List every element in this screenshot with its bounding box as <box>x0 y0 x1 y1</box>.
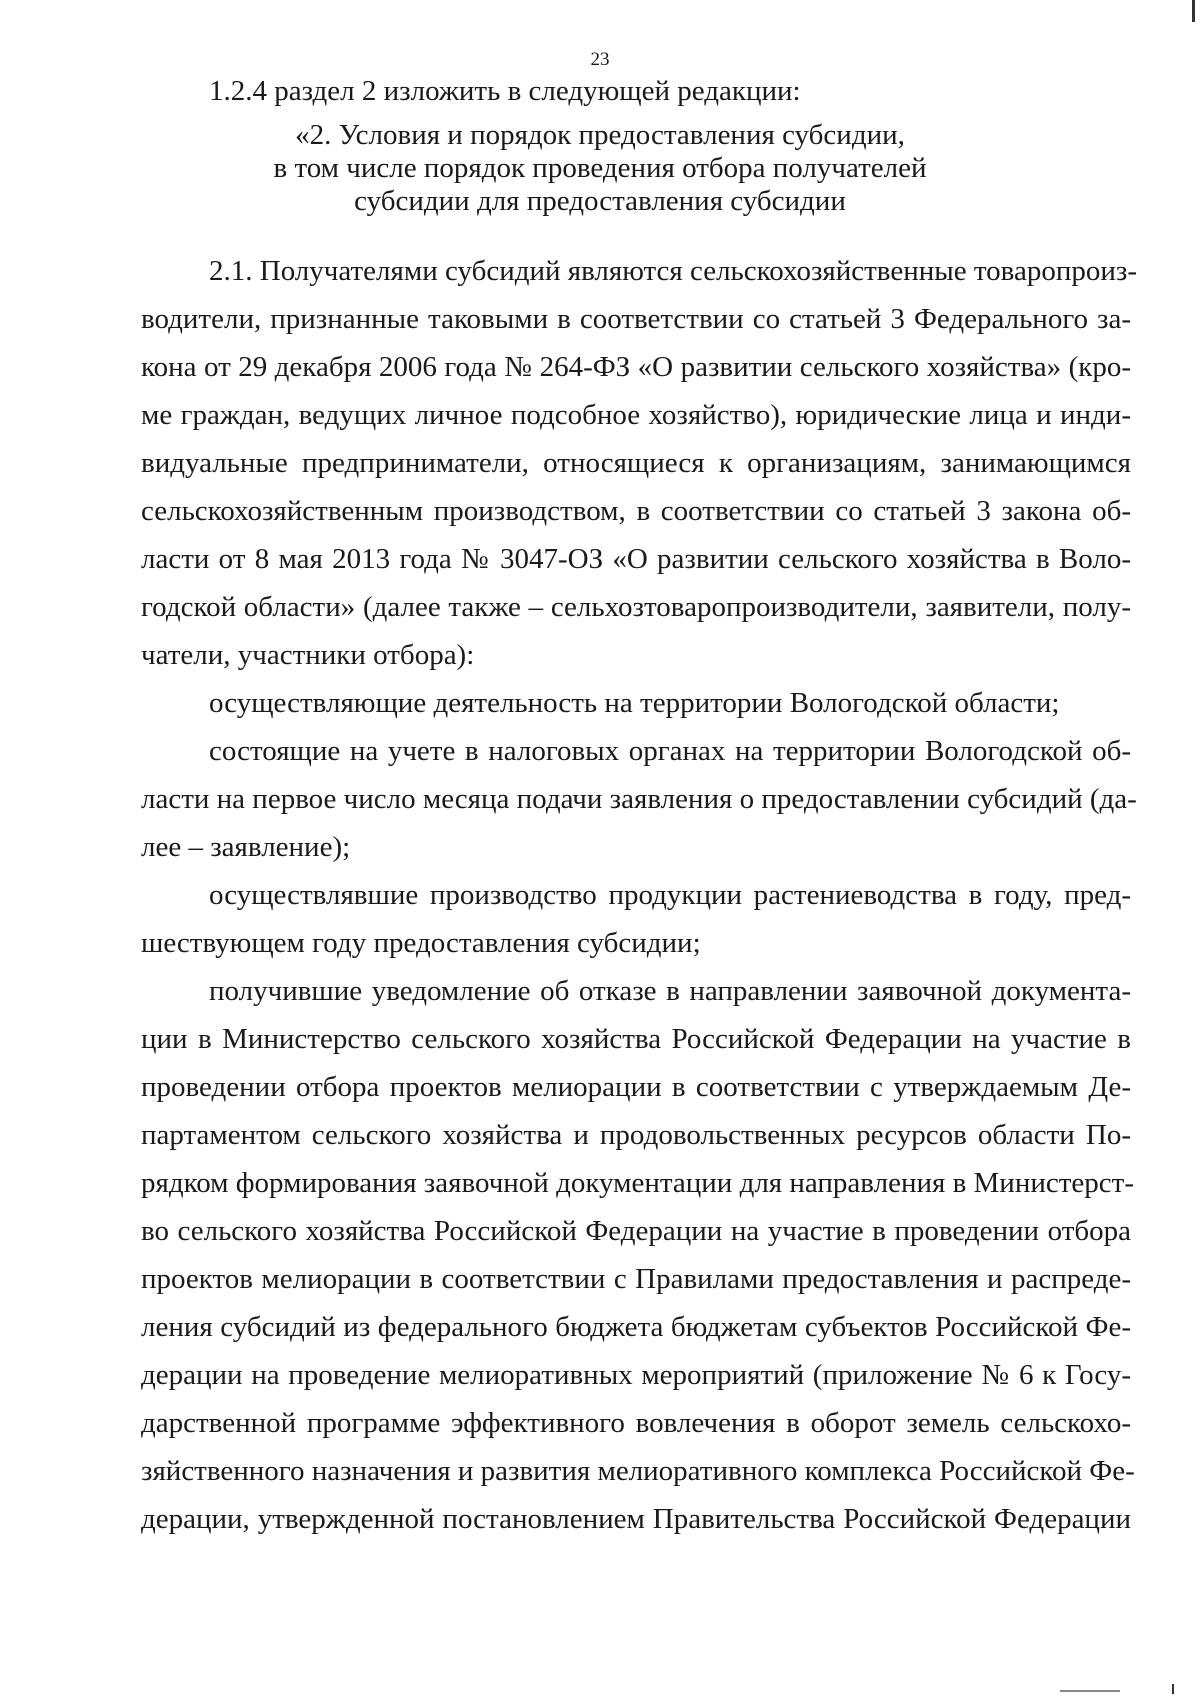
body-line: видуальные предприниматели, относящиеся к организациям, занимающимся <box>141 447 1131 479</box>
body-line: дерации, утвержденной постановлением Правительства Российской Федерации <box>141 1503 1131 1535</box>
body-line: дерации на проведение мелиоративных мероприятий (приложение № 6 к Госу- <box>141 1359 1131 1391</box>
scan-edge-mark <box>1192 0 1195 22</box>
section-heading-line: «2. Условия и порядок предоставления субсидии, <box>295 119 905 151</box>
body-line: 2.1. Получателями субсидий являются сельскохозяйственные товаропроиз- <box>209 255 1137 287</box>
body-line: ции в Министерство сельского хозяйства Российской Федерации на участие в <box>141 1023 1131 1055</box>
body-line: партаментом сельского хозяйства и продовольственных ресурсов области По- <box>141 1119 1131 1151</box>
body-line: сельскохозяйственным производством, в соответствии со статьей 3 закона об- <box>141 495 1131 527</box>
body-line: получившие уведомление об отказе в направлении заявочной документа- <box>209 975 1131 1007</box>
page-number: 23 <box>590 49 610 70</box>
body-line: ласти от 8 мая 2013 года № 3047-ОЗ «О развитии сельского хозяйства в Воло- <box>141 543 1131 575</box>
body-line: ме граждан, ведущих личное подсобное хозяйство), юридические лица и инди- <box>141 399 1131 431</box>
body-line: проектов мелиорации в соответствии с Правилами предоставления и распреде- <box>141 1263 1131 1295</box>
section-heading-line: субсидии для предоставления субсидии <box>354 185 846 217</box>
body-line: чатели, участники отбора): <box>141 639 475 671</box>
body-line: кона от 29 декабря 2006 года № 264-ФЗ «О развитии сельского хозяйства» (кро- <box>141 351 1131 383</box>
body-line: дарственной программе эффективного вовлечения в оборот земель сельскохо- <box>141 1407 1131 1439</box>
body-line: проведении отбора проектов мелиорации в соответствии с утверждаемым Де- <box>141 1071 1131 1103</box>
body-line: ления субсидий из федерального бюджета бюджетам субъектов Российской Фе- <box>141 1311 1131 1343</box>
section-heading-line: в том числе порядок проведения отбора получателей <box>273 152 927 184</box>
body-line: состоящие на учете в налоговых органах на территории Вологодской об- <box>209 735 1131 767</box>
body-line: во сельского хозяйства Российской Федерации на участие в проведении отбора <box>141 1215 1131 1247</box>
body-line: ласти на первое число месяца подачи заявления о предоставлении субсидий (да- <box>141 783 1137 815</box>
body-line: шествующем году предоставления субсидии; <box>141 927 701 959</box>
scan-edge-mark <box>1060 1690 1120 1692</box>
body-line: зяйственного назначения и развития мелиоративного комплекса Российской Фе- <box>141 1455 1135 1487</box>
body-line: лее – заявление); <box>141 831 351 863</box>
body-line: осуществляющие деятельность на территории Вологодской области; <box>209 687 1060 719</box>
body-line: водители, признанные таковыми в соответствии со статьей 3 Федерального за- <box>141 303 1131 335</box>
body-line: рядком формирования заявочной документации для направления в Министерст- <box>141 1167 1134 1199</box>
scan-edge-mark <box>1172 1684 1174 1694</box>
body-line: годской области» (далее также – сельхозтоваропроизводители, заявители, полу- <box>141 591 1131 623</box>
body-line: осуществлявшие производство продукции растениеводства в году, пред- <box>209 879 1131 911</box>
intro-line: 1.2.4 раздел 2 изложить в следующей редакции: <box>209 75 801 107</box>
